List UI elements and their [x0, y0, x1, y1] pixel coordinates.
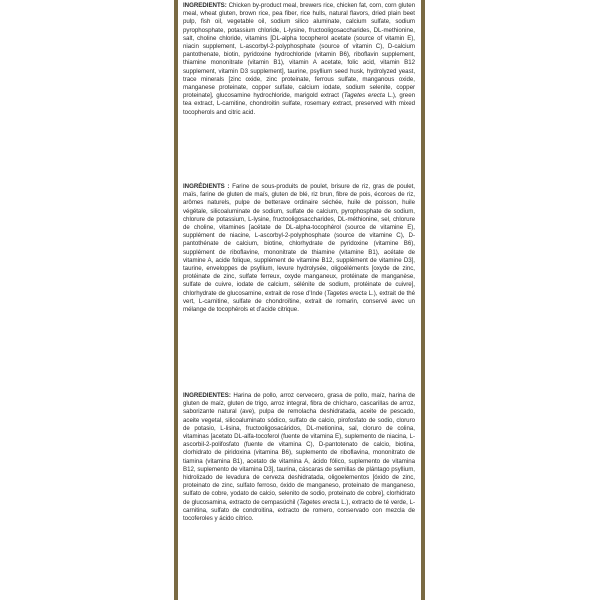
ingredients-heading-french: INGRÉDIENTS :	[183, 183, 230, 190]
ingredients-text-french: Farine de sous-produits de poulet, brisure de riz, gras de poulet, maïs, farine de gluten de maïs, gluten de blé, riz brun, fibre de pois, écorces de riz, arômes naturels, pulpe de betterave ordinaire séchée, huile de poisson, huile végétale, silicoaluminate de sodium, sulfate de calcium, pyrophosphate de sodium, chlorure de potassium, L-lysine, fructooligosaccharides, DL-méthionine, sel, chlorure de choline, vitamines [acétate de DL-alpha-tocophérol (source de vitamine E), supplément de niacine, L-ascorbyl-2-polyphosphate (source de vitamine C), D-pantothénate de calcium, biotine, chlorhydrate de pyridoxine (vitamine B6), supplément de riboflavine, mononitrate de thiamine (vitamine B1), acétate de vitamine A, acide folique, supplément de vitamine B12, supplément de vitamine D3], taurine, enveloppes de psyllium, levure hydrolysée, oligoéléments [oxyde de zinc, protéinate de zinc, sulfate ferreux, oxyde manganeux, protéinate de manganèse, sulfate de cuivre, iodate de calcium, sélénite de sodium, protéinate de cuivre], chlorhydrate de glucosamine, extrait de rose d’Inde (	[183, 183, 415, 297]
right-border-bar	[421, 0, 425, 600]
ingredients-spanish	[183, 392, 415, 523]
ingredients-panel	[183, 0, 415, 600]
species-name-italic-spanish: Tagetes erecta	[299, 498, 340, 506]
ingredients-heading-english: INGREDIENTS:	[183, 2, 227, 9]
left-border-bar	[174, 0, 178, 600]
ingredients-text-spanish: Harina de pollo, arroz cervecero, grasa de pollo, maíz, harina de gluten de maíz, gluten de trigo, arroz integral, fibra de chícharo, cascarillas de arroz, saborizante natural (ave), pulpa de remolacha deshidratada, aceite de pescado, aceite vegetal, silicoaluminato sódico, sulfato de calcio, pirofosfato de sodio, cloruro de potasio, L-lisina, fructooligosacáridos, DL-metionina, sal, cloruro de colina, vitaminas [acetato DL-alfa-tocoferol (fuente de vitamina E), suplemento de niacina, L-ascorbil-2-polifosfato (fuente de vitamina C), D-pantotenato de calcio, biotina, clorhidrato de piridoxina (vitamina B6), suplemento de riboflavina, mononitrato de tiamina (vitamina B1), acetato de vitamina A, ácido fólico, suplemento de vitamina B12, suplemento de vitamina D3], taurina, cáscaras de semillas de plántago psyllium, hidrolizado de levadura de cerveza deshidratada, oligoelementos [óxido de zinc, proteinato de zinc, sulfato ferroso, óxido de manganeso, proteinato de manganeso, sulfato de cobre, yodato de calcio, selenito de sodio, proteinato de cobre], clorhidrato de glucosamina, extracto de cempasúchil (	[183, 392, 415, 506]
ingredients-heading-spanish: INGREDIENTES:	[183, 392, 231, 399]
ingredients-french	[183, 183, 415, 314]
ingredients-text-spanish-end: L.), extracto de té verde, L-carnitina, sulfato de condroitina, extracto de romero, conservado con mezcla de tocoferoles y ácido cítrico.	[183, 498, 415, 523]
ingredients-english	[183, 2, 415, 117]
ingredients-text-english-end: L.), green tea extract, L-carnitine, chondroitin sulfate, rosemary extract, preserved with mixed tocopherols and citric acid.	[183, 92, 415, 116]
ingredients-text-french-end: L.), extrait de thé vert, L-carnitine, sulfate de chondroïtine, extrait de romarin, conservé avec un mélange de tocophérols et d’acide citrique.	[183, 289, 415, 314]
species-name-italic-english: Tagetes erecta	[343, 92, 385, 100]
ingredients-text-english: Chicken by-product meal, brewers rice, chicken fat, corn, corn gluten meal, wheat gluten, brown rice, pea fiber, rice hulls, natural flavors, dried plain beet pulp, fish oil, vegetable oil, sodium silico aluminate, calcium sulfate, sodium pyrophosphate, potassium chloride, L-lysine, fructooligosaccharides, DL-methionine, salt, choline chloride, vitamins [DL-alpha tocopherol acetate (source of vitamin E), niacin supplement, L-ascorbyl-2-polyphosphate (source of vitamin C), D-calcium pantothenate, biotin, pyridoxine hydrochloride (vitamin B6), riboflavin supplement, thiamine mononitrate (vitamin B1), vitamin A acetate, folic acid, vitamin B12 supplement, vitamin D3 supplement], taurine, psyllium seed husk, hydrolyzed yeast, trace minerals [zinc oxide, zinc proteinate, ferrous sulfate, manganous oxide, manganese proteinate, copper sulfate, calcium iodate, sodium selenite, copper proteinate], glucosamine hydrochloride, marigold extract (	[183, 2, 415, 100]
species-name-italic-french: Tagetes erecta	[326, 289, 367, 297]
